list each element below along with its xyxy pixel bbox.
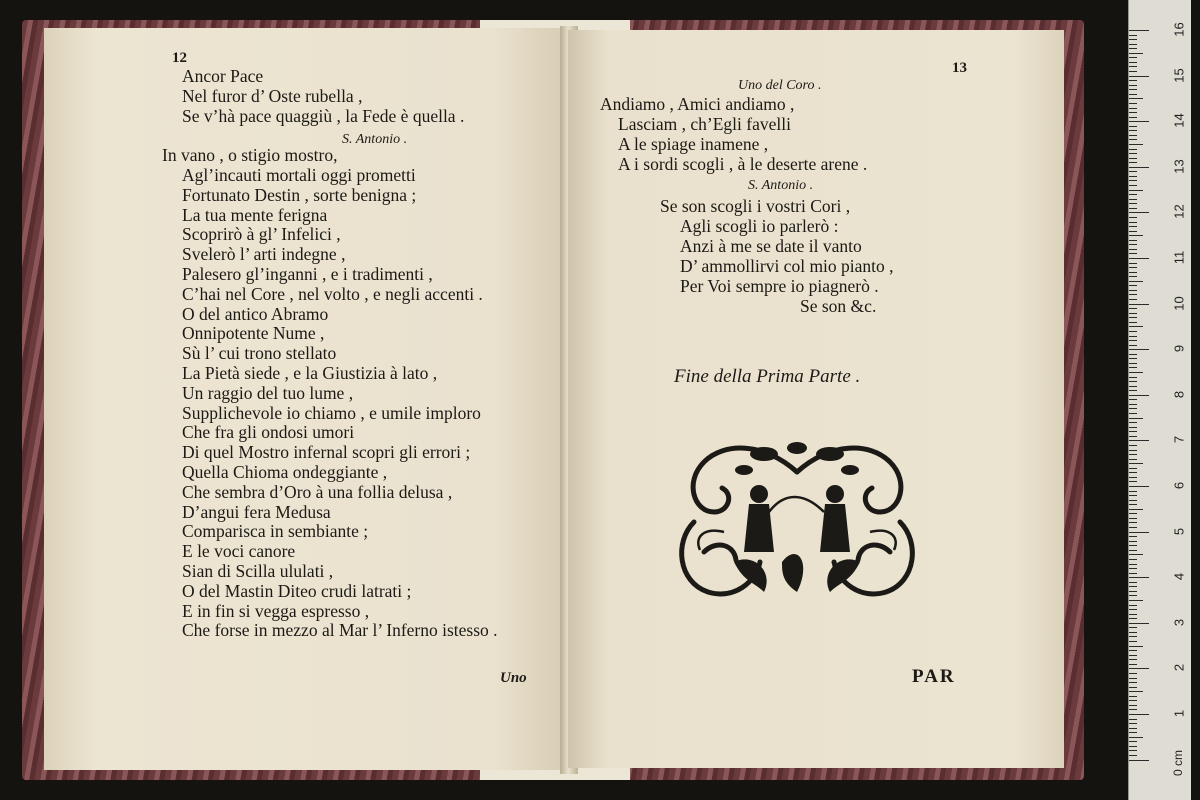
ruler-tick	[1129, 404, 1137, 405]
ruler-tick	[1129, 509, 1143, 510]
ruler-tick	[1129, 130, 1137, 131]
ruler-tick	[1129, 66, 1137, 67]
ruler-tick	[1129, 331, 1137, 332]
ruler-tick	[1129, 290, 1137, 291]
ruler-tick	[1129, 500, 1137, 501]
ruler-tick	[1129, 582, 1137, 583]
ruler-tick	[1129, 121, 1149, 122]
ruler-tick	[1129, 399, 1137, 400]
verse-line: O del Mastin Diteo crudi latrati ;	[182, 580, 412, 601]
ruler-tick	[1129, 750, 1137, 751]
ruler-tick	[1129, 48, 1137, 49]
ruler-number: 11	[1171, 250, 1187, 265]
section-end-title: Fine della Prima Parte .	[674, 366, 861, 387]
ruler-number: 10	[1171, 295, 1187, 311]
verse-line: Se v’hà pace quaggiù , la Fede è quella .	[182, 105, 465, 126]
ruler-tick	[1129, 176, 1137, 177]
ruler-tick	[1129, 741, 1137, 742]
ruler-tick	[1129, 171, 1137, 172]
ruler-tick	[1129, 678, 1137, 679]
ruler-tick	[1129, 372, 1143, 373]
verse-line: Andiamo , Amici andiamo ,	[600, 94, 795, 114]
ruler-tick	[1129, 249, 1137, 250]
speaker-label: S. Antonio .	[342, 132, 408, 147]
verse-line: Nel furor d’ Oste rubella ,	[182, 85, 363, 106]
ruler-number: 13	[1171, 159, 1187, 174]
ruler-tick	[1129, 568, 1137, 569]
ruler-tick	[1129, 573, 1137, 574]
ruler-tick	[1129, 536, 1137, 537]
ruler-tick	[1129, 746, 1137, 747]
ruler-tick	[1129, 108, 1137, 109]
ruler-tick	[1129, 732, 1137, 733]
ruler-tick	[1129, 687, 1137, 688]
ruler-tick	[1129, 299, 1137, 300]
ruler-tick	[1129, 691, 1143, 692]
verse-line: La tua mente ferigna	[182, 204, 328, 225]
ruler-tick	[1129, 532, 1149, 533]
ruler-tick	[1129, 212, 1149, 213]
ruler-tick	[1129, 700, 1137, 701]
ruler-tick	[1129, 190, 1143, 191]
verse-line: Se son scogli i vostri Cori ,	[660, 196, 851, 216]
ruler-tick	[1129, 459, 1137, 460]
ruler-tick	[1129, 98, 1143, 99]
ruler-tick	[1129, 258, 1149, 259]
verse-line: In vano , o stigio mostro,	[162, 145, 338, 166]
verse-line: E le voci canore	[182, 541, 296, 562]
ruler-tick	[1129, 149, 1137, 150]
ruler-tick	[1129, 222, 1137, 223]
ruler-tick	[1129, 755, 1137, 756]
ruler-tick	[1129, 586, 1137, 587]
ruler-tick	[1129, 646, 1143, 647]
ruler-tick	[1129, 377, 1137, 378]
ruler-tick	[1129, 363, 1137, 364]
ruler-tick	[1129, 317, 1137, 318]
right-page	[568, 30, 1064, 768]
catchword: PAR	[912, 666, 956, 687]
ruler-tick	[1129, 440, 1149, 441]
ruler-number: 14	[1171, 113, 1187, 128]
ruler-tick	[1129, 559, 1137, 560]
ruler-tick	[1129, 167, 1149, 168]
ruler-tick	[1129, 308, 1137, 309]
ruler-tick	[1129, 349, 1149, 350]
ruler-tick	[1129, 545, 1137, 546]
ruler-tick	[1129, 285, 1137, 286]
ruler-tick	[1129, 89, 1137, 90]
catchword: Uno	[500, 670, 527, 686]
ruler-tick	[1129, 103, 1137, 104]
verse-line: Scoprirò à gl’ Infelici ,	[182, 224, 341, 245]
ruler-tick	[1129, 463, 1143, 464]
ruler-tick	[1129, 564, 1137, 565]
ruler-tick	[1129, 185, 1137, 186]
ruler-tick	[1129, 454, 1137, 455]
verse-line: O del antico Abramo	[182, 303, 329, 324]
ruler-number: 6	[1171, 481, 1187, 490]
left-page	[44, 28, 572, 770]
ruler-tick	[1129, 650, 1137, 651]
ruler-tick	[1129, 139, 1137, 140]
ruler-tick	[1129, 495, 1137, 496]
ruler-tick	[1129, 623, 1149, 624]
ruler-tick	[1129, 112, 1137, 113]
page-number: 13	[952, 60, 967, 76]
ruler-tick	[1129, 477, 1137, 478]
ruler-tick	[1129, 696, 1137, 697]
ruler-tick	[1129, 126, 1137, 127]
ruler-tick	[1129, 390, 1137, 391]
ruler-number: 3	[1171, 618, 1187, 626]
ruler-tick	[1129, 655, 1137, 656]
ruler-tick	[1129, 481, 1137, 482]
ruler-tick	[1129, 618, 1137, 619]
verse-line: Ancor Pace	[182, 66, 264, 86]
ruler-tick	[1129, 527, 1137, 528]
verse-line: Di quel Mostro infernal scopri gli errori ;	[182, 442, 471, 463]
ruler-tick	[1129, 627, 1137, 628]
verse-line: C’hai nel Core , nel volto , e negli accenti .	[182, 283, 483, 304]
ruler-tick	[1129, 577, 1149, 578]
ruler-tick	[1129, 486, 1149, 487]
ruler-tick	[1129, 71, 1137, 72]
verse-line: Che fra gli ondosi umori	[182, 422, 355, 443]
ruler-tick	[1129, 313, 1137, 314]
speaker-label: Uno del Coro .	[738, 78, 822, 93]
ruler-tick	[1129, 705, 1137, 706]
ruler-number: 16	[1171, 22, 1187, 37]
ruler-tick	[1129, 659, 1137, 660]
ruler-unit: 0 cm	[1171, 749, 1185, 776]
ruler-tick	[1129, 614, 1137, 615]
ruler-tick	[1129, 682, 1137, 683]
ruler-tick	[1129, 468, 1137, 469]
verse-line: Supplichevole io chiamo , e umile imploro	[182, 402, 481, 423]
verse-line: Sian di Scilla ululati ,	[182, 561, 334, 581]
ruler-tick	[1129, 35, 1137, 36]
verse-line: A i sordi scogli , à le deserte arene .	[618, 154, 868, 174]
ruler-tick	[1129, 240, 1137, 241]
ruler-tick	[1129, 367, 1137, 368]
ruler-tick	[1129, 253, 1137, 254]
verse-line: Comparisca in sembiante ;	[182, 521, 369, 542]
ruler-tick	[1129, 664, 1137, 665]
ruler-tick	[1129, 354, 1137, 355]
ruler-tick	[1129, 80, 1137, 81]
ruler-number: 8	[1171, 390, 1187, 398]
ruler-tick	[1129, 513, 1137, 514]
ruler-tick	[1129, 719, 1137, 720]
verse-line: Se son &c.	[800, 296, 877, 316]
ruler-tick	[1129, 418, 1143, 419]
ruler-tick	[1129, 554, 1143, 555]
ruler-tick	[1129, 709, 1137, 710]
ruler-tick	[1129, 431, 1137, 432]
ruler-tick	[1129, 336, 1137, 337]
ruler-tick	[1129, 760, 1149, 761]
verse-line: E in fin si vegga espresso ,	[182, 600, 370, 621]
ruler-tick	[1129, 94, 1137, 95]
ruler-tick	[1129, 714, 1149, 715]
ruler-tick	[1129, 550, 1137, 551]
verse-line: La Pietà siede , e la Giustizia à lato ,	[182, 363, 438, 383]
ruler-tick	[1129, 158, 1137, 159]
verse-line: Che forse in mezzo al Mar l’ Inferno istesso .	[182, 620, 498, 641]
ruler-tick	[1129, 728, 1137, 729]
ruler-tick	[1129, 194, 1137, 195]
verse-line: Palesero gl’inganni , e i tradimenti ,	[182, 264, 433, 284]
ruler-number: 1	[1171, 709, 1187, 718]
ruler-tick	[1129, 144, 1143, 145]
verse-line: Quella Chioma ondeggiante ,	[182, 462, 388, 482]
ruler-tick	[1129, 135, 1137, 136]
ruler-tick	[1129, 386, 1137, 387]
ruler-number: 15	[1171, 67, 1187, 83]
speaker-label: S. Antonio .	[748, 178, 814, 193]
ruler-tick	[1129, 605, 1137, 606]
ruler-tick	[1129, 522, 1137, 523]
ruler-tick	[1129, 62, 1137, 63]
ruler-tick	[1129, 217, 1137, 218]
ruler-number: 7	[1171, 436, 1187, 444]
ruler-tick	[1129, 117, 1137, 118]
ruler-tick	[1129, 413, 1137, 414]
ruler-tick	[1129, 641, 1137, 642]
ruler-tick	[1129, 518, 1137, 519]
ruler-tick	[1129, 450, 1137, 451]
verse-line: Onnipotente Nume ,	[182, 323, 325, 344]
ruler-tick	[1129, 609, 1137, 610]
ruler-tick	[1129, 226, 1137, 227]
measuring-ruler	[1128, 0, 1191, 800]
ruler-tick	[1129, 504, 1137, 505]
ruler-tick	[1129, 737, 1143, 738]
ruler-tick	[1129, 244, 1137, 245]
ruler-tick	[1129, 723, 1137, 724]
ruler-tick	[1129, 673, 1137, 674]
ruler-tick	[1129, 203, 1137, 204]
verse-line: Anzi à me se date il vanto	[680, 236, 862, 256]
ruler-tick	[1129, 263, 1137, 264]
ruler-tick	[1129, 153, 1137, 154]
ruler-tick	[1129, 162, 1137, 163]
ruler-tick	[1129, 358, 1137, 359]
ruler-tick	[1129, 668, 1149, 669]
ruler-tick	[1129, 408, 1137, 409]
verse-line: D’angui fera Medusa	[182, 501, 331, 522]
ruler-tick	[1129, 322, 1137, 323]
ruler-tick	[1129, 636, 1137, 637]
ruler-tick	[1129, 281, 1143, 282]
ruler-tick	[1129, 276, 1137, 277]
ruler-tick	[1129, 267, 1137, 268]
verse-line: Per Voi sempre io piagnerò .	[680, 276, 879, 296]
woodcut-ornament-icon	[664, 432, 930, 604]
ruler-tick	[1129, 85, 1137, 86]
ruler-tick	[1129, 294, 1137, 295]
ruler-tick	[1129, 30, 1149, 31]
verse-line: D’ ammollirvi col mio pianto ,	[680, 256, 894, 276]
ruler-tick	[1129, 180, 1137, 181]
ruler-tick	[1129, 340, 1137, 341]
ruler-tick	[1129, 595, 1137, 596]
ruler-tick	[1129, 53, 1143, 54]
ruler-number: 5	[1171, 527, 1187, 535]
ruler-tick	[1129, 472, 1137, 473]
ruler-tick	[1129, 235, 1143, 236]
verse-line: Che sembra d’Oro à una follia delusa ,	[182, 481, 453, 502]
verse-line: A le spiage inamene ,	[618, 134, 769, 154]
ruler-tick	[1129, 272, 1137, 273]
ruler-tick	[1129, 436, 1137, 437]
verse-line: Lasciam , ch’Egli favelli	[618, 114, 791, 134]
ruler-tick	[1129, 199, 1137, 200]
ruler-number: 4	[1171, 573, 1187, 581]
ruler-tick	[1129, 445, 1137, 446]
verse-line: Un raggio del tuo lume ,	[182, 382, 354, 403]
ruler-tick	[1129, 304, 1149, 305]
ruler-tick	[1129, 541, 1137, 542]
ruler-tick	[1129, 57, 1137, 58]
ruler-tick	[1129, 44, 1137, 45]
ruler-tick	[1129, 39, 1137, 40]
verse-line: Fortunato Destin , sorte benigna ;	[182, 184, 417, 205]
ruler-number: 2	[1171, 664, 1187, 672]
ruler-tick	[1129, 345, 1137, 346]
ruler-tick	[1129, 231, 1137, 232]
ruler-number: 12	[1171, 204, 1187, 220]
ruler-tick	[1129, 632, 1137, 633]
ruler-tick	[1129, 427, 1137, 428]
verse-line: Svelerò l’ arti indegne ,	[182, 244, 346, 265]
ruler-tick	[1129, 326, 1143, 327]
ruler-tick	[1129, 591, 1137, 592]
verse-line: Sù l’ cui trono stellato	[182, 343, 337, 364]
ruler-tick	[1129, 395, 1149, 396]
ruler-tick	[1129, 381, 1137, 382]
ruler-tick	[1129, 600, 1143, 601]
ruler-tick	[1129, 422, 1137, 423]
ruler-number: 9	[1171, 345, 1187, 353]
verse-line: Agli scogli io parlerò :	[680, 216, 839, 236]
ruler-tick	[1129, 76, 1149, 77]
verse-line: Agl’incauti mortali oggi prometti	[182, 165, 416, 185]
ruler-tick	[1129, 208, 1137, 209]
page-number: 12	[172, 50, 187, 66]
ruler-tick	[1129, 491, 1137, 492]
